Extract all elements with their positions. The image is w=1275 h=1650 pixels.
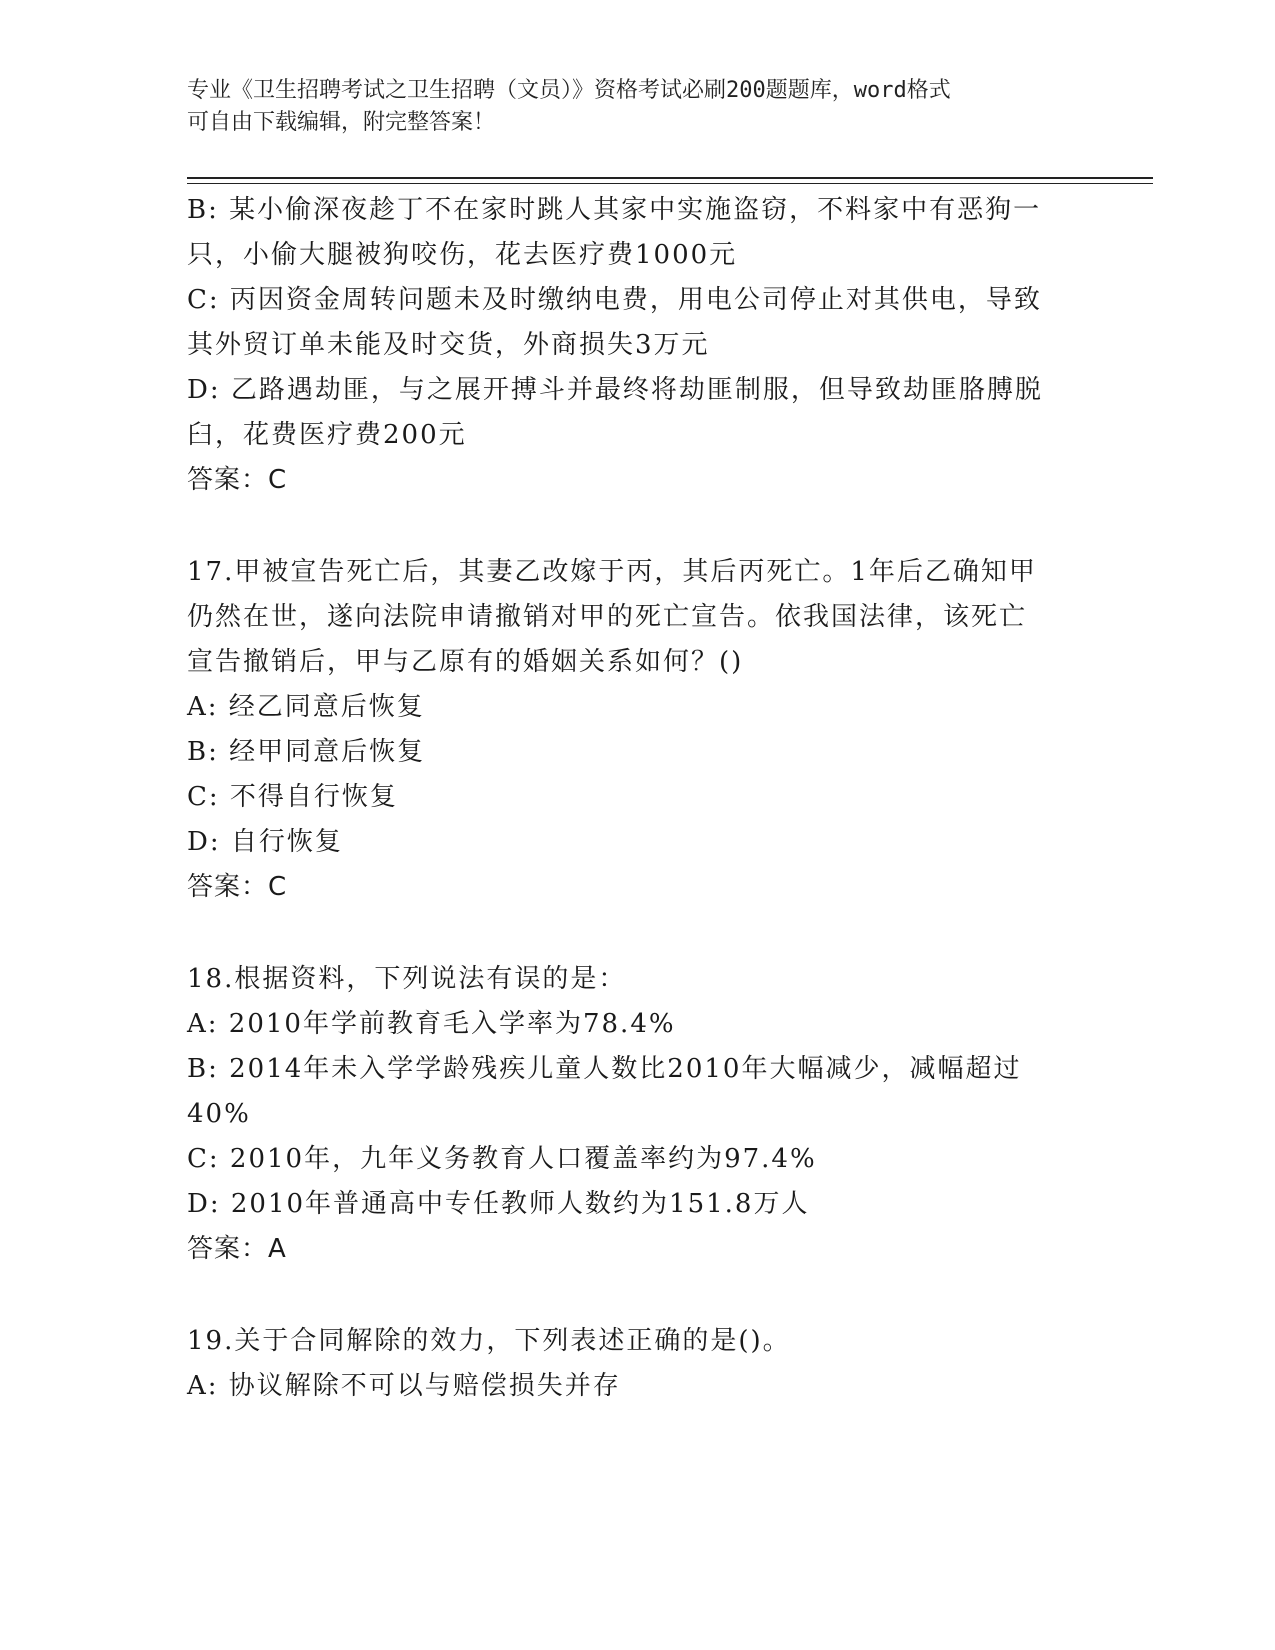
q17-stem-line-1: 17.甲被宣告死亡后，其妻乙改嫁于丙，其后丙死亡。1年后乙确知甲 [187, 557, 1037, 587]
q16-option-d-line-1: D: 乙路遇劫匪，与之展开搏斗并最终将劫匪制服，但导致劫匪胳膊脱 [187, 375, 1043, 405]
q18-option-b-line-1: B: 2014年未入学学龄残疾儿童人数比2010年大幅减少，减幅超过 [187, 1054, 1022, 1084]
q16-option-c-line-1: C: 丙因资金周转问题未及时缴纳电费，用电公司停止对其供电，导致 [187, 285, 1042, 315]
q16-option-c-line-2: 其外贸订单未能及时交货，外商损失3万元 [187, 330, 710, 360]
q16-option-b-line-1: B: 某小偷深夜趁丁不在家时跳人其家中实施盗窃，不料家中有恶狗一 [187, 195, 1042, 225]
q17-option-c: C: 不得自行恢复 [187, 782, 398, 812]
q16-answer: 答案：C [187, 465, 288, 495]
spacer [187, 503, 1087, 550]
q17-stem-line-3: 宣告撤销后，甲与乙原有的婚姻关系如何？() [187, 647, 744, 677]
q17-stem-line-2: 仍然在世，遂向法院申请撤销对甲的死亡宣告。依我国法律，该死亡 [187, 602, 1028, 632]
q16-option-d-line-2: 臼，花费医疗费200元 [187, 420, 467, 450]
q18-option-b-line-2: 40% [187, 1099, 251, 1129]
q16-option-b-line-2: 只，小偷大腿被狗咬伤，花去医疗费1000元 [187, 240, 738, 270]
spacer [187, 1272, 1087, 1319]
q17-option-a: A: 经乙同意后恢复 [187, 692, 425, 722]
q17-answer: 答案：C [187, 872, 288, 902]
q18-stem: 18.根据资料，下列说法有误的是： [187, 964, 627, 994]
q17-option-d: D: 自行恢复 [187, 827, 343, 857]
document-header [187, 75, 1087, 139]
q18-option-c: C: 2010年，九年义务教育人口覆盖率约为97.4% [187, 1144, 817, 1174]
q18-option-a: A: 2010年学前教育毛入学率为78.4% [187, 1009, 676, 1039]
header-title-line-2: 可自由下载编辑，附完整答案！ [187, 110, 496, 135]
q18-option-d: D: 2010年普通高中专任教师人数约为151.8万人 [187, 1189, 810, 1219]
q18-answer: 答案：A [187, 1234, 287, 1264]
header-divider-thick [187, 177, 1153, 179]
q17-option-b: B: 经甲同意后恢复 [187, 737, 426, 767]
header-divider-thin [187, 183, 1153, 184]
header-title-line-1: 专业《卫生招聘考试之卫生招聘（文员）》资格考试必刷200题题库，word格式 [187, 78, 951, 103]
q19-stem: 19.关于合同解除的效力，下列表述正确的是()。 [187, 1326, 791, 1356]
q19-option-a: A: 协议解除不可以与赔偿损失并存 [187, 1371, 621, 1401]
spacer [187, 910, 1087, 957]
question-content [187, 188, 1087, 1409]
